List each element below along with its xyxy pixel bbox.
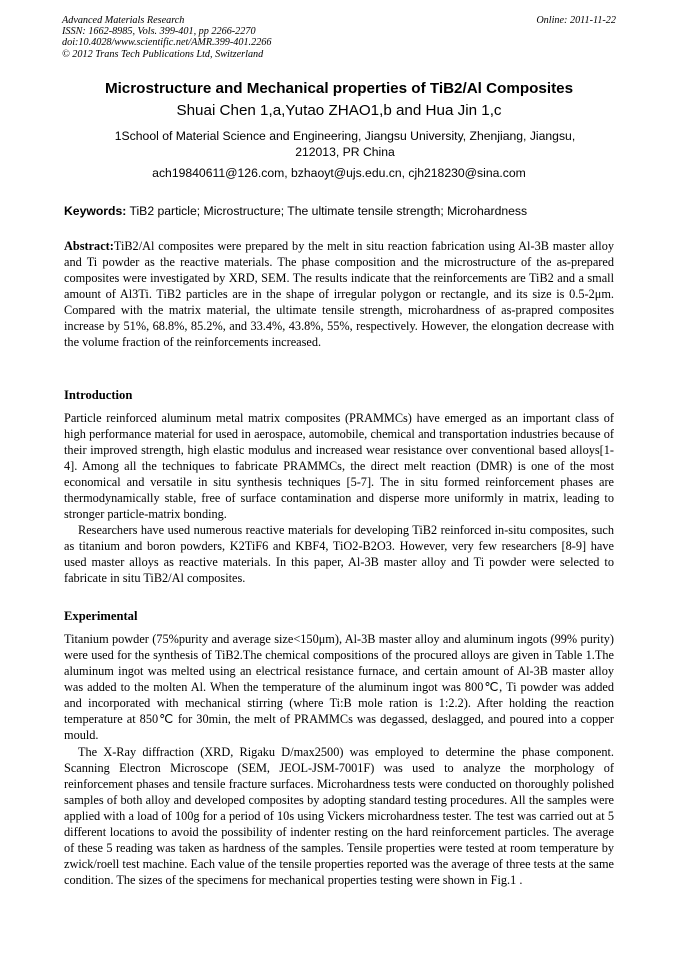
doi-line: doi:10.4028/www.scientific.net/AMR.399-401.2266 <box>62 37 272 49</box>
paper-title: Microstructure and Mechanical properties of TiB2/Al Composites <box>104 80 574 97</box>
copyright-line: © 2012 Trans Tech Publications Ltd, Switzerland <box>62 48 264 60</box>
keywords-line <box>64 204 624 218</box>
affiliation: 1School of Material Science and Engineering, Jiangsu University, Zhenjiang, Jiangsu, 212013, PR China <box>114 129 576 159</box>
keywords-label: Keywords: <box>64 204 127 218</box>
section-heading-introduction: Introduction <box>64 388 133 402</box>
abstract-text: TiB2/Al composites were prepared by the melt in situ reaction fabrication using Al-3B master alloy and Ti powder as the reactive materials. The phase composition and the microstructure of the as-prepared composites were investigated by XRD, SEM. The results indicate that the reinforcements are TiB2 and a small amount of Al3Ti. TiB2 particles are in the shape of irregular polygon or rectangle, and its size is 0.5-2μm. Compared with the matrix material, the ultimate tensile strength, microhardness of as-prapred composites increase by 51%, 68.8%, 85.2%, and 33.4%, 43.8%, 55%, respectively. However, the elongation decrease with the volume fraction of the reinforcements increased. <box>64 239 614 349</box>
issn-line: ISSN: 1662-8985, Vols. 399-401, pp 2266-2270 <box>62 26 256 38</box>
authors-line: Shuai Chen 1,a,Yutao ZHAO1,b and Hua Jin 1,c <box>176 102 502 119</box>
section-heading-experimental: Experimental <box>64 609 138 623</box>
experimental-paragraph-2: The X-Ray diffraction (XRD, Rigaku D/max2500) was employed to determine the phase component. Scanning Electron Microscope (SEM, JEOL-JSM-7001F) was used to analyze the morphology of reinforcement phases and tensile fracture surfaces. Microhardness tests were conducted on thoroughly polished samples of both alloy and developed composites by adopting standard testing procedures. All the samples were applied with a load of 100g for a period of 10s using Vickers microhardness tester. The test was carried out at 5 different locations to avoid the possibility of indenter resting on the hard reinforcement particles. The average of these 5 reading was taken as hardness of the samples. Tensile properties were tested at room temperature by zwick/roell test machine. Each value of the tensile properties reported was the average of three tests at the same condition. The sizes of the specimens for mechanical properties testing were shown in Fig.1 . <box>64 745 614 887</box>
intro-paragraph-1: Particle reinforced aluminum metal matrix composites (PRAMMCs) have emerged as an important class of high performance material for used in aerospace, automobile, chemical and transportation industries because of their improved strength, high elastic modulus and increased wear resistance over conventional based alloys[1-4]. Among all the techniques to fabricate PRAMMCs, the direct melt reaction (DMR) is one of the most economical and versatile in situ synthesis techniques [5-7]. The in situ formed reinforcement phases are thermodynamically stable, free of surface contamination and disperse more uniformly in matrix, leading to stronger particle-matrix bonding. <box>64 411 614 521</box>
intro-paragraph-2: Researchers have used numerous reactive materials for developing TiB2 reinforced in-situ composites, such as titanium and boron powders, K2TiF6 and KBF4, TiO2-B2O3. However, very few researchers [8-9] have used master alloys as reactive materials. In this paper, Al-3B master alloy and Ti powder were selected to fabricate in situ TiB2/Al composites. <box>64 523 614 585</box>
abstract-paragraph <box>64 238 614 350</box>
keywords-text: TiB2 particle; Microstructure; The ultimate tensile strength; Microhardness <box>129 204 528 218</box>
experimental-paragraph-1: Titanium powder (75%purity and average size<150μm), Al-3B master alloy and aluminum ingots (99% purity) were used for the synthesis of TiB2.The chemical compositions of the procured alloys are given in Table 1.The aluminum ingot was melted using an electrical resistance furnace, and certain amount of Al-3B master alloy was added to the molten Al. When the temperature of the aluminum ingot was 800℃, Ti powder was added and incorporated with mechanical stirring (where Ti:B mole ration is 1:2.2). After holding the reaction temperature at 850℃ for 30min, the melt of PRAMMCs was degassed, deslagged, and poured into a copper mould. <box>64 632 614 742</box>
abstract-label: Abstract: <box>64 239 114 253</box>
journal-name: Advanced Materials Research <box>62 15 185 26</box>
author-emails: ach19840611@126.com, bzhaoyt@ujs.edu.cn, cjh218230@sina.com <box>152 166 526 180</box>
online-date: Online: 2011-11-22 <box>536 15 616 26</box>
journal-header <box>62 15 616 60</box>
